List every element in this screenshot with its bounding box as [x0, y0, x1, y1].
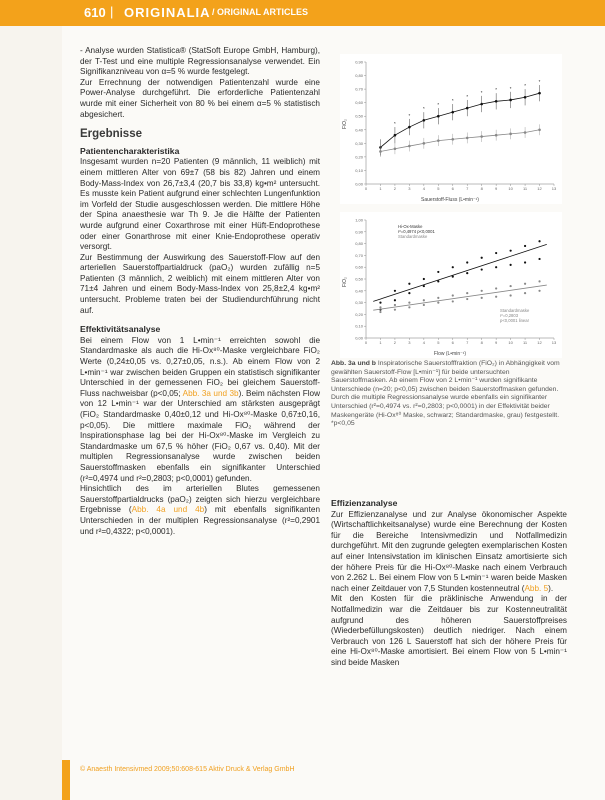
- data-point: [538, 92, 541, 95]
- x-tick-label: 7: [466, 340, 469, 345]
- chart-marks: [379, 79, 541, 157]
- journal-subsection: / ORIGINAL ARTICLES: [212, 7, 309, 17]
- x-tick-label: 10: [508, 340, 513, 345]
- y-tick-label: 0,60: [355, 100, 363, 106]
- scatter-point: [437, 297, 439, 299]
- x-tick-label: 5: [437, 186, 440, 191]
- y-tick-label: 0,60: [355, 264, 363, 270]
- legend-entry: Hi-Ox-Maske: [398, 224, 423, 229]
- scatter-point: [408, 306, 410, 308]
- text: ) mit ebenfalls signifikanten Unterschieden in der multiplen Regressionsanalyse (r²=0,2901 und r²=0,4322; p<0,0001).: [80, 505, 320, 536]
- x-tick-label: 11: [522, 186, 528, 191]
- paragraph: Insgesamt wurden n=20 Patienten (9 männlich, 11 weiblich) mit einem mittleren Alter von 69±7 (58 bis 82) Jahren und einem Body-Mass-Index von 26,7±3,4 (20,7 bis 33,8) kg•m² untersucht. Es musste kein Patient aufgrund einer schlechten Lungenfunktion im Vorfeld der Studie ausgeschlossen werden. Die mittlere Höhe der Spina anaesthesie war Th 9. Je die Hälfte der Patienten wurde aufgrund einer Coxarthrose mit einer Hüft-Endoprothese oder einer Gonarthrose mit einer Knie-Endoprothese operativ versorgt.: [80, 157, 320, 252]
- scatter-point: [510, 294, 512, 296]
- chart-legend-top: [398, 224, 435, 239]
- chart-axes: [355, 218, 557, 346]
- data-point: [466, 137, 469, 140]
- y-tick-label: 0,20: [355, 311, 363, 317]
- figure-caption: [331, 360, 567, 429]
- data-point: [509, 133, 512, 136]
- left-column: [80, 46, 320, 537]
- section-title: Ergebnisse: [80, 128, 142, 141]
- scatter-point: [394, 309, 396, 311]
- scatter-point: [452, 266, 454, 268]
- legend-entry: Standardmaske: [398, 234, 428, 239]
- x-tick-label: 8: [480, 340, 483, 345]
- scatter-point: [466, 261, 468, 263]
- data-point: [538, 128, 541, 131]
- data-point: [495, 134, 498, 137]
- data-point: [480, 103, 483, 106]
- data-point: [437, 139, 440, 142]
- series-line: [380, 93, 539, 147]
- series-line: [380, 130, 539, 152]
- y-tick-label: 1,00: [355, 217, 363, 223]
- scatter-point: [495, 266, 497, 268]
- data-point: [408, 126, 411, 129]
- x-axis-label: Flow (L•min⁻¹): [433, 351, 467, 357]
- x-tick-label: 9: [495, 340, 498, 345]
- scatter-point: [538, 240, 540, 242]
- scatter-point: [423, 278, 425, 280]
- figure-reference-link[interactable]: Abb. 3a und 3b: [182, 388, 239, 398]
- scatter-point: [379, 306, 381, 308]
- data-point: [423, 119, 426, 122]
- subsection-title: Patientencharakteristika: [80, 145, 180, 156]
- data-point: [524, 131, 527, 134]
- scatter-point: [408, 292, 410, 294]
- x-tick-label: 9: [495, 186, 498, 191]
- data-point: [480, 135, 483, 138]
- data-point: [509, 99, 512, 102]
- x-tick-label: 2: [393, 340, 397, 345]
- y-tick-label: 0,50: [355, 276, 363, 282]
- regression-line: [373, 285, 547, 310]
- right-column: [331, 494, 567, 669]
- x-tick-label: 8: [480, 186, 483, 191]
- data-point: [394, 134, 397, 137]
- scatter-point: [437, 302, 439, 304]
- scatter-point: [466, 272, 468, 274]
- caption-text: Inspiratorische Sauerstofffraktion (FiO₂) in Abhängigkeit vom gewählten Sauerstoff-Flow [L•min⁻¹] für beide untersuchten Sauerstoffmasken. Ab einem Flow von 2 L•min⁻¹ wurden signifikante Unterschiede (n=20; p<0,05) zwischen beiden Sauerstoffmasken gefunden. Durch die multiple Regressionsanalyse wurde ebenfalls ein signifikanter Unterschied (r²=0,4974 vs. r²=0,2803; p<0,0001) in der Effektivität beider Maskengeräte (Hi-Ox⁸⁰ Maske, schwarz; Standardmaske, grau) festgestellt. *p<0,05: [331, 360, 560, 428]
- paragraph: [80, 484, 320, 537]
- paragraph: Mit den Kosten für die präklinische Anwendung in der Notfallmedizin war die Zeitdauer bis zur Kostenneutralität aufgrund des höheren Sauerstoffpreises (Wiederbefüllungskosten) deutlich niedriger. Nach einem Verbrauch von 126 L Sauerstoff hat sich der höhere Preis für eine Hi-Ox⁸⁰-Maske amortisiert. Bei einem Flow von 5 L•min⁻¹ sind beide Masken: [331, 594, 567, 667]
- scatter-point: [452, 294, 454, 296]
- y-tick-label: 0,90: [355, 229, 363, 235]
- figure-reference-link[interactable]: Abb. 5: [524, 583, 549, 593]
- regression-line: [373, 244, 547, 301]
- data-point: [451, 111, 454, 114]
- significance-marker: *: [480, 89, 483, 95]
- x-tick-label: 6: [451, 186, 454, 191]
- scatter-point: [524, 292, 526, 294]
- x-tick-label: 10: [508, 186, 513, 191]
- scatter-point: [423, 299, 425, 301]
- y-tick-label: 0,10: [355, 167, 363, 173]
- significance-marker: *: [495, 87, 498, 93]
- scatter-point: [524, 283, 526, 285]
- scatter-point: [394, 290, 396, 292]
- y-tick-label: 0,80: [355, 241, 363, 247]
- significance-marker: *: [394, 121, 396, 127]
- page-header: [0, 0, 605, 26]
- chart-legend-bottom: [500, 308, 530, 323]
- page-footer: © Anaesth Intensivmed 2009;50:608-615 Aktiv Druck & Verlag GmbH: [80, 766, 295, 773]
- data-point: [423, 142, 426, 145]
- x-tick-label: 0: [364, 186, 368, 191]
- data-point: [451, 138, 454, 141]
- data-point: [437, 115, 440, 118]
- x-tick-label: 3: [408, 186, 411, 191]
- x-tick-label: 6: [451, 340, 454, 345]
- left-margin: [0, 26, 62, 800]
- subsection-title: Effektivitätsanalyse: [80, 324, 161, 335]
- y-tick-label: 0,30: [355, 300, 363, 306]
- data-point: [466, 107, 469, 110]
- legend-entry: r²=0,4974 p<0,0001: [398, 229, 435, 234]
- y-tick-label: 0,30: [355, 140, 363, 146]
- paragraph: Zur Bestimmung der Auswirkung des Sauerstoff-Flow auf den arteriellen Sauerstoffpartialdruck (paO₂) wurden zufällig n=5 Patienten (3 männlich, 2 weiblich) mit einem mittleren Alter von 71±4 Jahren und einem Body-Mass-Index von 25,8±2,4 kg•m² untersucht. Probleme traten bei der Studiendurchführung nicht auf.: [80, 252, 320, 315]
- subsection-title: Effizienzanalyse: [331, 498, 398, 508]
- text: ). Beim nächsten Flow von 12 L•min⁻¹ war der Unterschied am stärksten ausgeprägt (FiO₂ Standardmaske 0,40±0,12 und Hi-Ox⁸⁰-Maske 0,67±0,16, p<0,05). Die mittlere maximale FiO₂ während der Inspirationsphase lag bei der Hi-Ox⁸⁰-Maske im Vergleich zu Standardmaske um 67,5 % höher (FiO₂ 0,67 vs. 0,40). Mit der multiplen Regressionsanalyse wurde zwischen beiden Sauerstoffmasken ebenfalls ein signifikanter Unterschied (r²=0,4974 und r²=0,2803; p<0,0001) gefunden.: [80, 388, 321, 483]
- data-point: [408, 145, 411, 148]
- paragraph: Zur Errechnung der notwendigen Patientenzahl wurde eine Power-Analyse durchgeführt. Die erforderliche Patientenzahl wurde mit einer Sicherheit von 80 % bei einem α=5 % statistisch abgesichert.: [80, 77, 320, 119]
- scatter-point: [466, 292, 468, 294]
- text: Bei einem Flow von 1 L•min⁻¹ erreichten sowohl die Standardmaske als auch die Hi-Ox⁸⁰-Maske vergleichbare FiO₂ Werte (0,24±0,05 vs. 0,27±0,05, n.s.). Ab einem Flow von 2 L•min⁻¹ war zwischen beiden Gruppen ein statistisch signifikanter Unterschied in der gemessenen FiO₂ bei gleichem Sauerstoff-Fluss nachweisbar (p<0,05;: [80, 335, 320, 398]
- chart-fio2-line: [340, 54, 562, 204]
- x-tick-label: 3: [408, 340, 411, 345]
- scatter-point: [538, 290, 540, 292]
- x-tick-label: 4: [422, 186, 425, 191]
- scatter-point: [408, 283, 410, 285]
- data-point: [524, 96, 527, 99]
- legend-entry: Standardmaske: [500, 308, 530, 313]
- y-tick-label: 0,00: [355, 335, 363, 341]
- scatter-point: [379, 311, 381, 313]
- header-separator: |: [110, 4, 114, 19]
- x-tick-label: 7: [466, 186, 469, 191]
- x-tick-label: 13: [551, 186, 557, 191]
- y-tick-label: 0,70: [355, 86, 363, 92]
- y-axis-label: FiO₂: [342, 277, 348, 287]
- x-tick-label: 13: [551, 340, 557, 345]
- scatter-point: [510, 250, 512, 252]
- x-tick-label: 4: [422, 340, 425, 345]
- page-number: 610: [84, 5, 106, 20]
- x-axis-label: Sauerstoff-Fluss (L•min⁻¹): [421, 197, 479, 203]
- y-tick-label: 0,90: [355, 59, 363, 65]
- significance-marker: *: [538, 79, 541, 85]
- scatter-point: [423, 304, 425, 306]
- footer-accent: [62, 760, 70, 800]
- text: ).: [548, 583, 554, 593]
- x-tick-label: 0: [364, 340, 368, 345]
- scatter-point: [394, 304, 396, 306]
- y-tick-label: 0,20: [355, 154, 363, 160]
- text: Zur Effizienzanalyse und zur Analyse ökonomischer Aspekte (Wirtschaftlichkeitsanalyse) wurde eine Berechnung der Kosten für die Bereiche Intensivmedizin und Notfallmedizin durchgeführt. Mit den zugrunde gelegten exemplarischen Kosten auf einer Intensivstation im klinischen Einsatz amortisierte sich der höhere Preis für die Hi-Ox⁸⁰-Maske nach einem Verbrauch von 2.262 L. Bei einem Flow von 5 L•min⁻¹ waren beide Masken nach einer Zeitdauer von 7,5 Stunden kostenneutral (: [331, 509, 567, 593]
- journal-section: ORIGINALIA: [124, 5, 211, 20]
- x-tick-label: 12: [537, 340, 542, 345]
- scatter-point: [495, 287, 497, 289]
- scatter-point: [452, 300, 454, 302]
- paragraph: - Analyse wurden Statistica® (StatSoft Europe GmbH, Hamburg), der T-Test und eine multiple Regressionsanalyse verwendet. Ein Signifikanzniveau von α=5 % wurde festgelegt.: [80, 46, 320, 77]
- y-tick-label: 0,50: [355, 113, 363, 119]
- y-tick-label: 0,80: [355, 73, 363, 79]
- scatter-point: [510, 264, 512, 266]
- scatter-point: [481, 290, 483, 292]
- scatter-point: [524, 261, 526, 263]
- figure-reference-link[interactable]: Abb. 4a und 4b: [131, 505, 205, 515]
- legend-entry: p<0,0001 linear: [500, 318, 529, 323]
- scatter-point: [466, 298, 468, 300]
- scatter-point: [524, 245, 526, 247]
- scatter-point: [481, 297, 483, 299]
- paragraph: [331, 510, 567, 595]
- y-tick-label: 0,40: [355, 127, 363, 133]
- significance-marker: *: [437, 102, 440, 108]
- chart-marks: [373, 240, 547, 313]
- data-point: [394, 147, 397, 150]
- y-axis-label: FiO₂: [342, 119, 348, 129]
- significance-marker: *: [422, 106, 425, 112]
- scatter-point: [481, 257, 483, 259]
- scatter-point: [394, 299, 396, 301]
- scatter-point: [481, 268, 483, 270]
- scatter-point: [379, 302, 381, 304]
- text: Hinsichtlich des im arteriellen Blutes gemessenen Sauerstoffpartialdrucks (paO₂) zeigten sich hierzu vergleichbare Ergebnisse (: [80, 484, 320, 515]
- scatter-point: [408, 302, 410, 304]
- scatter-point: [538, 280, 540, 282]
- significance-marker: *: [451, 98, 454, 104]
- scatter-point: [495, 252, 497, 254]
- y-tick-label: 0,70: [355, 252, 363, 258]
- x-tick-label: 2: [393, 186, 397, 191]
- x-tick-label: 5: [437, 340, 440, 345]
- chart-axes: [355, 60, 557, 192]
- y-tick-label: 0,40: [355, 288, 363, 294]
- y-tick-label: 0,10: [355, 323, 363, 329]
- chart-fio2-scatter: [340, 212, 562, 358]
- x-tick-label: 12: [537, 186, 542, 191]
- significance-marker: *: [509, 85, 512, 91]
- scatter-point: [437, 271, 439, 273]
- legend-entry: r²=0,2803: [500, 313, 519, 318]
- significance-marker: *: [524, 83, 526, 89]
- scatter-point: [510, 285, 512, 287]
- scatter-point: [495, 296, 497, 298]
- significance-marker: *: [408, 112, 411, 118]
- y-tick-label: 0,00: [355, 181, 363, 187]
- x-tick-label: 1: [379, 186, 382, 191]
- significance-marker: *: [466, 93, 469, 99]
- scatter-point: [538, 258, 540, 260]
- data-point: [495, 100, 498, 103]
- x-tick-label: 1: [379, 340, 382, 345]
- caption-label: Abb. 3a und b: [331, 360, 376, 367]
- x-tick-label: 11: [522, 340, 528, 345]
- data-point: [379, 150, 382, 153]
- paragraph: [80, 336, 320, 484]
